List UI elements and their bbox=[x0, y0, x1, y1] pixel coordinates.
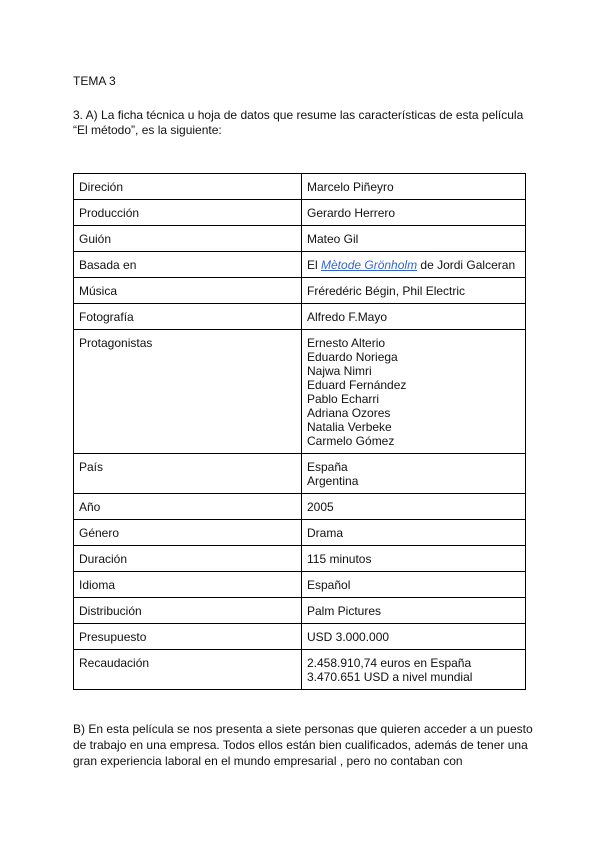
table-row bbox=[74, 454, 526, 494]
page-heading: TEMA 3 bbox=[73, 74, 116, 88]
cast-member: Pablo Echarri bbox=[307, 392, 380, 406]
table-row bbox=[74, 624, 526, 650]
row-label: Direción bbox=[74, 174, 302, 200]
row-label: Año bbox=[74, 494, 302, 520]
row-label: Distribución bbox=[74, 598, 302, 624]
table-row bbox=[74, 174, 526, 200]
cast-member: Natalia Verbeke bbox=[307, 420, 392, 434]
table-row bbox=[74, 650, 526, 690]
table-row bbox=[74, 572, 526, 598]
table-row bbox=[74, 598, 526, 624]
row-label: Protagonistas bbox=[74, 330, 302, 454]
row-label: Duración bbox=[74, 546, 302, 572]
row-label: Recaudación bbox=[74, 650, 302, 690]
table-row bbox=[74, 304, 526, 330]
box-office-line: 2.458.910,74 euros en España bbox=[307, 656, 472, 670]
row-value: Palm Pictures bbox=[302, 598, 526, 624]
row-label: Guión bbox=[74, 226, 302, 252]
row-value: Mateo Gil bbox=[302, 226, 526, 252]
row-value: Alfredo F.Mayo bbox=[302, 304, 526, 330]
row-label: Idioma bbox=[74, 572, 302, 598]
value-prefix: El bbox=[307, 258, 322, 272]
cast-member: Najwa Nimri bbox=[307, 364, 372, 378]
row-value: USD 3.000.000 bbox=[302, 624, 526, 650]
row-value: 2005 bbox=[302, 494, 526, 520]
film-datasheet-table bbox=[73, 173, 526, 690]
row-label: Producción bbox=[74, 200, 302, 226]
row-value bbox=[302, 330, 526, 454]
row-label: Fotografía bbox=[74, 304, 302, 330]
row-label: Presupuesto bbox=[74, 624, 302, 650]
table-row bbox=[74, 278, 526, 304]
box-office-line: 3.470.651 USD a nivel mundial bbox=[307, 670, 473, 684]
row-value bbox=[302, 252, 526, 278]
section-b-paragraph: B) En esta película se nos presenta a siete personas que quieren acceder a un puesto de trabajo en una empresa. Todos ellos están bien cualificados, además de tener una gran experiencia laboral en el mundo empresarial , pero no contaban con bbox=[73, 722, 533, 768]
cast-member: Carmelo Gómez bbox=[307, 434, 395, 448]
row-value: Gerardo Herrero bbox=[302, 200, 526, 226]
cast-member: Ernesto Alterio bbox=[307, 336, 386, 350]
row-label: País bbox=[74, 454, 302, 494]
row-value bbox=[302, 650, 526, 690]
row-value: Fréredéric Bégin, Phil Electric bbox=[302, 278, 526, 304]
country: Argentina bbox=[307, 474, 359, 488]
table-row bbox=[74, 200, 526, 226]
table-row bbox=[74, 494, 526, 520]
table-row bbox=[74, 330, 526, 454]
table-row bbox=[74, 546, 526, 572]
row-value: Drama bbox=[302, 520, 526, 546]
row-label: Música bbox=[74, 278, 302, 304]
row-value: 115 minutos bbox=[302, 546, 526, 572]
value-suffix: de Jordi Galceran bbox=[417, 258, 516, 272]
cast-member: Eduardo Noriega bbox=[307, 350, 398, 364]
row-value: Marcelo Piñeyro bbox=[302, 174, 526, 200]
row-label: Género bbox=[74, 520, 302, 546]
cast-member: Adriana Ozores bbox=[307, 406, 391, 420]
intro-paragraph: 3. A) La ficha técnica u hoja de datos que resume las características de esta película “El método”, es la siguiente: bbox=[73, 108, 524, 137]
row-value: Español bbox=[302, 572, 526, 598]
row-value bbox=[302, 454, 526, 494]
row-label: Basada en bbox=[74, 252, 302, 278]
country: España bbox=[307, 460, 348, 474]
table-row bbox=[74, 226, 526, 252]
cast-member: Eduard Fernández bbox=[307, 378, 407, 392]
table-row bbox=[74, 520, 526, 546]
source-work-link[interactable]: Mètode Grönholm bbox=[321, 258, 418, 272]
table-row bbox=[74, 252, 526, 278]
